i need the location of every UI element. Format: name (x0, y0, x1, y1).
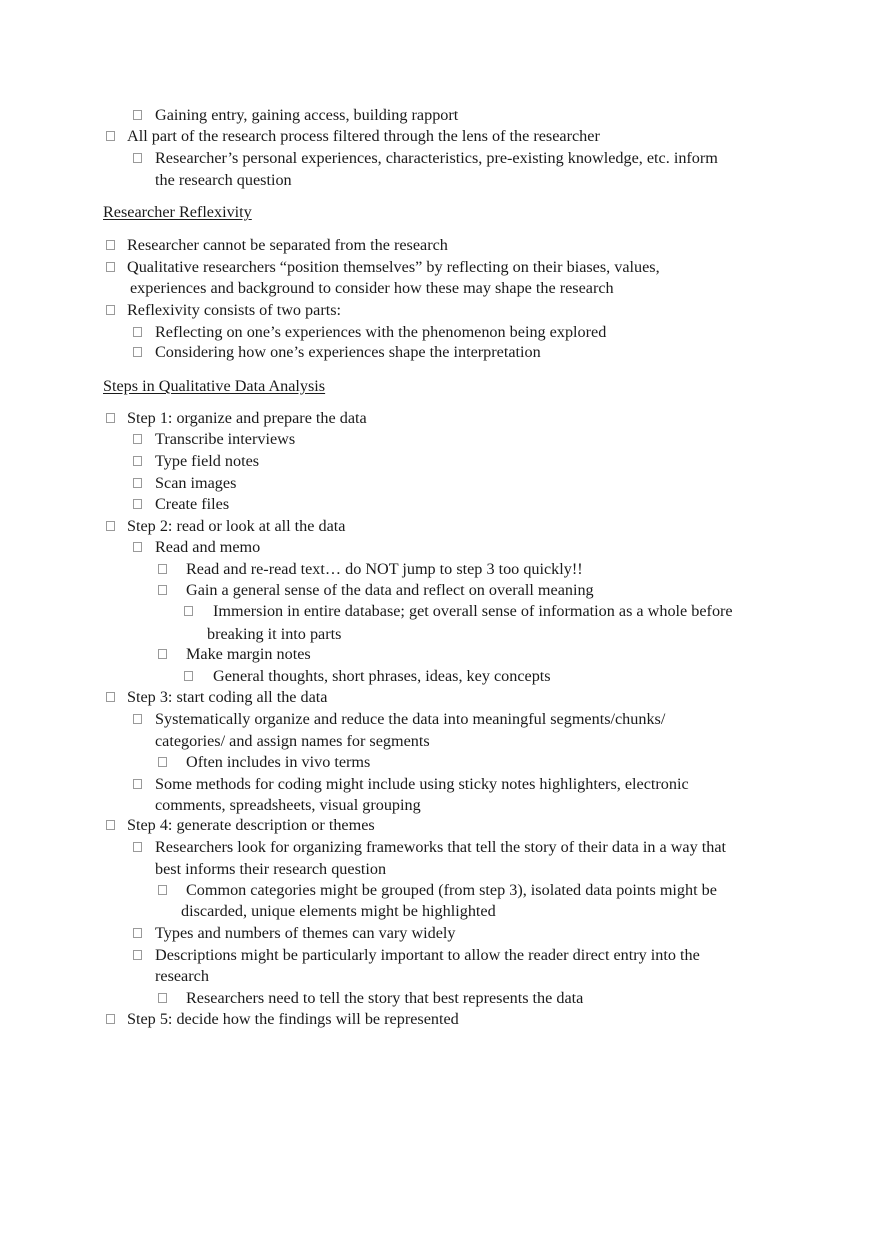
list-item: General thoughts, short phrases, ideas, key concepts (213, 667, 551, 685)
bullet-icon (133, 950, 142, 960)
list-item-continuation: breaking it into parts (207, 625, 342, 643)
bullet-icon (158, 564, 167, 574)
bullet-icon (106, 131, 115, 141)
list-item-continuation: the research question (155, 171, 292, 189)
section-heading-reflexivity: Researcher Reflexivity (103, 203, 252, 221)
list-item-continuation: comments, spreadsheets, visual grouping (155, 796, 421, 814)
list-item: Types and numbers of themes can vary widely (155, 924, 456, 942)
bullet-icon (133, 153, 142, 163)
bullet-icon (184, 671, 193, 681)
list-item: Researcher’s personal experiences, characteristics, pre-existing knowledge, etc. inform (155, 149, 718, 167)
list-item: Make margin notes (186, 645, 311, 663)
list-item: Some methods for coding might include using sticky notes highlighters, electronic (155, 775, 689, 793)
bullet-icon (133, 434, 142, 444)
list-item-continuation: experiences and background to consider how these may shape the research (130, 279, 614, 297)
list-item-continuation: best informs their research question (155, 860, 387, 878)
bullet-icon (133, 928, 142, 938)
bullet-icon (106, 305, 115, 315)
bullet-icon (106, 820, 115, 830)
section-heading-steps: Steps in Qualitative Data Analysis (103, 377, 326, 395)
bullet-icon (133, 327, 142, 337)
list-item: Qualitative researchers “position themselves” by reflecting on their biases, values, (127, 258, 660, 276)
bullet-icon (133, 779, 142, 789)
bullet-icon (158, 757, 167, 767)
bullet-icon (158, 885, 167, 895)
list-item: Read and memo (155, 538, 261, 556)
list-item: Immersion in entire database; get overall sense of information as a whole before (213, 602, 733, 620)
list-item: Read and re-read text… do NOT jump to step 3 too quickly!! (186, 560, 583, 578)
list-item: Step 3: start coding all the data (127, 688, 328, 706)
list-item: Systematically organize and reduce the data into meaningful segments/chunks/ (155, 710, 666, 728)
list-item: Descriptions might be particularly important to allow the reader direct entry into the (155, 946, 700, 964)
bullet-icon (106, 692, 115, 702)
bullet-icon (133, 542, 142, 552)
bullet-icon (133, 110, 142, 120)
bullet-icon (106, 240, 115, 250)
list-item: Reflecting on one’s experiences with the phenomenon being explored (155, 323, 607, 341)
bullet-icon (158, 585, 167, 595)
list-item: Often includes in vivo terms (186, 753, 371, 771)
bullet-icon (106, 262, 115, 272)
bullet-icon (133, 478, 142, 488)
list-item: Step 1: organize and prepare the data (127, 409, 367, 427)
list-item: Researchers need to tell the story that best represents the data (186, 989, 584, 1007)
bullet-icon (106, 521, 115, 531)
bullet-icon (133, 842, 142, 852)
list-item: Reflexivity consists of two parts: (127, 301, 342, 319)
bullet-icon (106, 413, 115, 423)
list-item: Step 5: decide how the findings will be represented (127, 1010, 459, 1028)
list-item: Transcribe interviews (155, 430, 296, 448)
list-item: Researchers look for organizing frameworks that tell the story of their data in a way that (155, 838, 727, 856)
list-item: Scan images (155, 474, 237, 492)
list-item: Step 4: generate description or themes (127, 816, 375, 834)
list-item: Step 2: read or look at all the data (127, 517, 346, 535)
list-item-continuation: categories/ and assign names for segments (155, 732, 430, 750)
list-item: Researcher cannot be separated from the research (127, 236, 448, 254)
list-item: All part of the research process filtered through the lens of the researcher (127, 127, 600, 145)
bullet-icon (158, 649, 167, 659)
bullet-icon (133, 347, 142, 357)
list-item-continuation: discarded, unique elements might be highlighted (181, 902, 496, 920)
bullet-icon (158, 993, 167, 1003)
list-item-continuation: research (155, 967, 209, 985)
bullet-icon (106, 1014, 115, 1024)
list-item: Common categories might be grouped (from step 3), isolated data points might be (186, 881, 717, 899)
list-item: Considering how one’s experiences shape the interpretation (155, 343, 541, 361)
list-item: Type field notes (155, 452, 260, 470)
bullet-icon (133, 456, 142, 466)
bullet-icon (184, 606, 193, 616)
bullet-icon (133, 714, 142, 724)
list-item: Create files (155, 495, 230, 513)
list-item: Gaining entry, gaining access, building rapport (155, 106, 459, 124)
list-item: Gain a general sense of the data and reflect on overall meaning (186, 581, 594, 599)
bullet-icon (133, 499, 142, 509)
